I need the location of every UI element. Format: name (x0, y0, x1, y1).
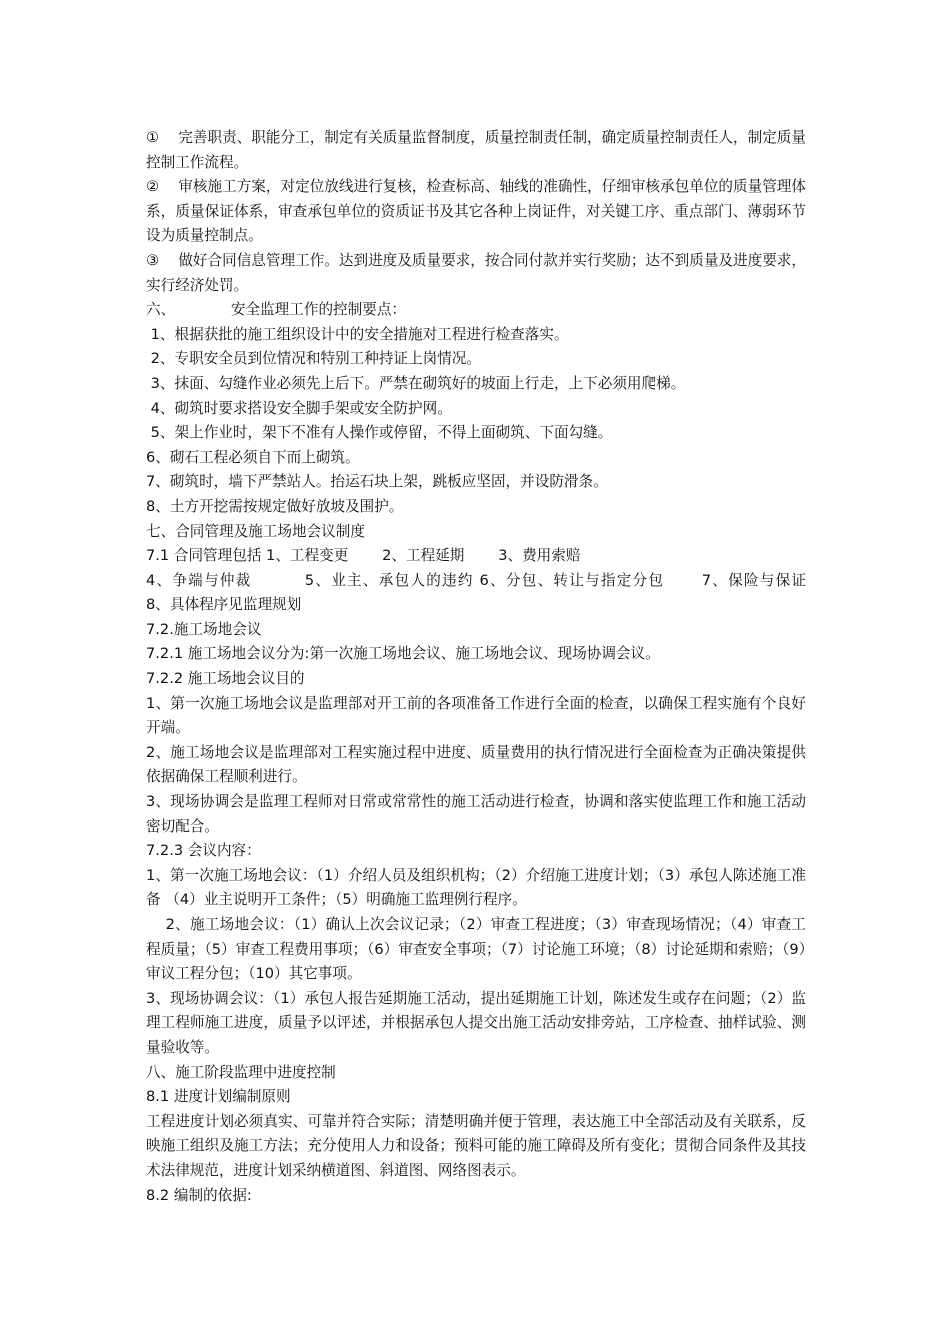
safety-item-7: 7、砌筑时，墙下严禁站人。抬运石块上架，跳板应坚固，并设防滑条。 (146, 473, 608, 491)
subheading-7-2-3: 7.2.3 会议内容： (146, 842, 261, 860)
paragraph-quality-2: ② 审核施工方案，对定位放线进行复核，检查标高、轴线的准确性，仔细审核承包单位的质量管理体系，质量保证体系，审查承包单位的资质证书及其它各种上岗证件，对关键工序、重点部门、薄弱环节设为质量控制点。 (146, 178, 806, 245)
safety-item-1: 1、根据获批的施工组织设计中的安全措施对工程进行检查落实。 (146, 325, 569, 343)
paragraph-quality-3: ③ 做好合同信息管理工作。达到进度及质量要求，按合同付款并实行奖励；达不到质量及进度要求，实行经济处罚。 (146, 251, 806, 294)
meeting-purpose-3: 3、现场协调会是监理工程师对日常或常常性的施工活动进行检查，协调和落实使监理工作和施工活动密切配合。 (146, 793, 806, 835)
meeting-content-2: 2、施工场地会议：（1）确认上次会议记录；（2）审查工程进度；（3）审查现场情况；（4）审查工程质量；（5）审查工程费用事项；（6）审查安全事项；（7）讨论施工环境；（8）讨论延期和索赔；（9）审议工程分包；（10）其它事项。 (146, 916, 806, 983)
safety-item-5: 5、架上作业时，架下不准有人操作或停留，不得上面砌筑、下面勾缝。 (146, 424, 613, 442)
meeting-content-3: 3、现场协调会议：（1）承包人报告延期施工活动，提出延期施工计划，陈述发生或存在问题；（2）监理工程师施工进度，质量予以评述，并根据承包人提交出施工活动安排旁站，工序检查、抽样试验、测量验收等。 (146, 989, 806, 1056)
section-heading-8: 八、施工阶段监理中进度控制 (146, 1063, 336, 1081)
safety-item-4: 4、砌筑时要求搭设安全脚手架或安全防护网。 (146, 399, 452, 417)
section-heading-6: 六、 安全监理工作的控制要点： (146, 301, 407, 319)
subheading-7-2: 7.2.施工场地会议 (146, 620, 262, 638)
section-heading-7: 七、合同管理及施工场地会议制度 (146, 522, 365, 540)
safety-item-6: 6、砌石工程必须自下而上砌筑。 (146, 448, 360, 466)
subheading-8-2: 8.2 编制的依据: (146, 1186, 252, 1204)
safety-item-2: 2、专职安全员到位情况和特别工种持证上岗情况。 (146, 350, 481, 368)
contract-items-line-1: 7.1 合同管理包括 1、工程变更 2、工程延期 3、费用索赔 (146, 547, 581, 565)
paragraph-quality-1: ① 完善职责、职能分工，制定有关质量监督制度，质量控制责任制，确定质量控制责任人，制定质量控制工作流程。 (146, 129, 806, 171)
subheading-7-2-1: 7.2.1 施工场地会议分为:第一次施工场地会议、施工场地会议、现场协调会议。 (146, 645, 660, 663)
subheading-7-2-2: 7.2.2 施工场地会议目的 (146, 670, 305, 688)
meeting-purpose-2: 2、施工场地会议是监理部对工程实施过程中进度、质量费用的执行情况进行全面检查为正确决策提供依据确保工程顺利进行。 (146, 743, 806, 786)
meeting-content-1: 1、第一次施工场地会议：（1）介绍人员及组织机构；（2）介绍施工进度计划；（3）承包人陈述施工准备 （4）业主说明开工条件；（5）明确施工监理例行程序。 (146, 866, 806, 909)
schedule-principle-text: 工程进度计划必须真实、可靠并符合实际；清楚明确并便于管理，表达施工中全部活动及有关联系，反映施工组织及施工方法；充分使用人力和设备；预料可能的施工障碍及所有变化；贯彻合同条件及其技术法律规范，进度计划采纳横道图、斜道图、网络图表示。 (146, 1112, 806, 1179)
subheading-8-1: 8.1 进度计划编制原则 (146, 1088, 291, 1106)
meeting-purpose-1: 1、第一次施工场地会议是监理部对开工前的各项准备工作进行全面的检查，以确保工程实施有个良好开端。 (146, 694, 806, 737)
safety-item-3: 3、抹面、勾缝作业必须先上后下。严禁在砌筑好的坡面上行走，上下必须用爬梯。 (146, 374, 686, 392)
safety-item-8: 8、土方开挖需按规定做好放坡及围护。 (146, 497, 404, 515)
document-body (146, 126, 840, 1208)
contract-items-line-2: 4、争端与仲裁 5、业主、承包人的违约 6、分包、转让与指定分包 7、保险与保证 8、具体程序见监理规划 (146, 571, 840, 614)
